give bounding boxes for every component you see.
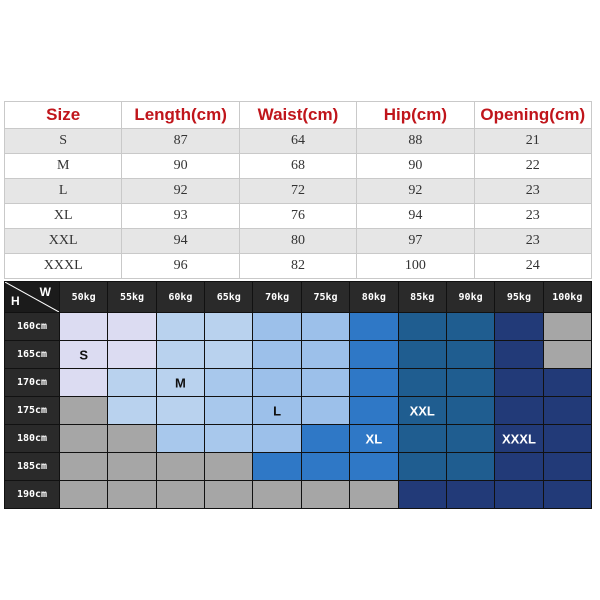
header-size: Size (5, 102, 122, 129)
table-row (5, 154, 592, 179)
grid-cell (60, 481, 107, 508)
grid-cell (205, 425, 252, 452)
grid-cell (447, 425, 494, 452)
grid-cell (157, 369, 204, 396)
grid-cell (157, 453, 204, 480)
grid-cell (108, 369, 155, 396)
height-header-185cm: 185cm (5, 453, 59, 480)
cell-opening: 24 (474, 254, 591, 279)
grid-corner (5, 282, 59, 312)
header-opening: Opening(cm) (474, 102, 591, 129)
grid-cell (253, 481, 300, 508)
grid-cell (495, 453, 542, 480)
grid-cell (157, 341, 204, 368)
grid-cell (544, 313, 591, 340)
grid-cell (350, 341, 397, 368)
grid-cell (399, 425, 446, 452)
grid-cell (350, 425, 397, 452)
grid-cell (157, 313, 204, 340)
grid-cell (205, 341, 252, 368)
grid-cell (544, 453, 591, 480)
header-waist: Waist(cm) (239, 102, 356, 129)
grid-cell (205, 481, 252, 508)
grid-cell (350, 453, 397, 480)
cell-hip: 100 (357, 254, 474, 279)
cell-hip: 88 (357, 129, 474, 154)
grid-cell (544, 341, 591, 368)
cell-size: S (5, 129, 122, 154)
weight-header-90kg: 90kg (447, 282, 494, 312)
grid-cell (350, 369, 397, 396)
grid-cell (253, 425, 300, 452)
table-row (5, 254, 592, 279)
cell-waist: 76 (239, 204, 356, 229)
cell-waist: 80 (239, 229, 356, 254)
weight-header-50kg: 50kg (60, 282, 107, 312)
grid-cell (399, 397, 446, 424)
grid-cell (495, 369, 542, 396)
weight-header-85kg: 85kg (399, 282, 446, 312)
size-label-s: S (79, 347, 89, 362)
grid-cell (157, 481, 204, 508)
cell-size: M (5, 154, 122, 179)
grid-cell (302, 313, 349, 340)
height-header-190cm: 190cm (5, 481, 59, 508)
weight-header-95kg: 95kg (495, 282, 542, 312)
size-label-xxl: XXL (409, 403, 435, 418)
cell-length: 90 (122, 154, 239, 179)
table-row (5, 129, 592, 154)
weight-header-60kg: 60kg (157, 282, 204, 312)
grid-cell (108, 453, 155, 480)
size-label-xl: XL (365, 431, 383, 446)
grid-cell (302, 397, 349, 424)
grid-cell (302, 481, 349, 508)
grid-cell (302, 425, 349, 452)
weight-header-100kg: 100kg (544, 282, 591, 312)
table-row (5, 179, 592, 204)
grid-cell (60, 453, 107, 480)
grid-cell (108, 425, 155, 452)
height-header-180cm: 180cm (5, 425, 59, 452)
grid-cell (350, 481, 397, 508)
grid-cell (350, 313, 397, 340)
cell-size: XXXL (5, 254, 122, 279)
size-recommendation-grid (4, 281, 592, 509)
cell-length: 96 (122, 254, 239, 279)
grid-cell (205, 397, 252, 424)
grid-cell (302, 369, 349, 396)
size-table (4, 101, 592, 279)
grid-cell (253, 369, 300, 396)
cell-opening: 23 (474, 204, 591, 229)
grid-cell (108, 341, 155, 368)
weight-axis-label: W (39, 285, 51, 299)
weight-header-70kg: 70kg (253, 282, 300, 312)
grid-cell (399, 369, 446, 396)
height-header-175cm: 175cm (5, 397, 59, 424)
grid-cell (205, 313, 252, 340)
height-header-170cm: 170cm (5, 369, 59, 396)
cell-length: 94 (122, 229, 239, 254)
cell-hip: 92 (357, 179, 474, 204)
grid-cell (205, 369, 252, 396)
weight-header-75kg: 75kg (302, 282, 349, 312)
grid-cell (108, 313, 155, 340)
grid-cell (447, 481, 494, 508)
cell-size: XXL (5, 229, 122, 254)
height-header-160cm: 160cm (5, 313, 59, 340)
cell-opening: 23 (474, 229, 591, 254)
grid-cell (447, 313, 494, 340)
cell-waist: 82 (239, 254, 356, 279)
grid-cell (108, 397, 155, 424)
grid-cell (253, 453, 300, 480)
cell-length: 92 (122, 179, 239, 204)
cell-opening: 22 (474, 154, 591, 179)
grid-cell (399, 313, 446, 340)
grid-cell (302, 341, 349, 368)
grid-cell (495, 481, 542, 508)
grid-cell (544, 425, 591, 452)
cell-opening: 21 (474, 129, 591, 154)
grid-cell (60, 397, 107, 424)
grid-cell (253, 341, 300, 368)
grid-cell (302, 453, 349, 480)
grid-cell (399, 481, 446, 508)
grid-cell (495, 313, 542, 340)
grid-cell (544, 369, 591, 396)
grid-cell (60, 313, 107, 340)
grid-cell (399, 341, 446, 368)
grid-cell (60, 341, 107, 368)
grid-cell (253, 397, 300, 424)
cell-length: 93 (122, 204, 239, 229)
cell-waist: 72 (239, 179, 356, 204)
grid-cell (544, 397, 591, 424)
grid-cell (544, 481, 591, 508)
grid-cell (108, 481, 155, 508)
size-label-xxxl: XXXL (501, 431, 536, 446)
cell-hip: 97 (357, 229, 474, 254)
weight-header-55kg: 55kg (108, 282, 155, 312)
cell-length: 87 (122, 129, 239, 154)
grid-cell (157, 397, 204, 424)
height-header-165cm: 165cm (5, 341, 59, 368)
weight-header-80kg: 80kg (350, 282, 397, 312)
grid-cell (157, 425, 204, 452)
table-row (5, 229, 592, 254)
table-row (5, 204, 592, 229)
grid-cell (399, 453, 446, 480)
grid-cell (495, 425, 542, 452)
grid-cell (60, 425, 107, 452)
grid-cell (447, 341, 494, 368)
grid-cell (253, 313, 300, 340)
grid-cell (447, 397, 494, 424)
header-length: Length(cm) (122, 102, 239, 129)
size-label-l: L (273, 403, 282, 418)
grid-cell (447, 369, 494, 396)
header-hip: Hip(cm) (357, 102, 474, 129)
grid-cell (205, 453, 252, 480)
height-axis-label: H (11, 294, 20, 308)
size-label-m: M (174, 375, 186, 390)
grid-cell (495, 341, 542, 368)
grid-cell (495, 397, 542, 424)
weight-header-65kg: 65kg (205, 282, 252, 312)
size-table-header (5, 102, 592, 129)
cell-hip: 94 (357, 204, 474, 229)
grid-cell (350, 397, 397, 424)
cell-size: L (5, 179, 122, 204)
cell-waist: 68 (239, 154, 356, 179)
cell-size: XL (5, 204, 122, 229)
cell-waist: 64 (239, 129, 356, 154)
cell-hip: 90 (357, 154, 474, 179)
grid-cell (447, 453, 494, 480)
grid-cell (60, 369, 107, 396)
cell-opening: 23 (474, 179, 591, 204)
